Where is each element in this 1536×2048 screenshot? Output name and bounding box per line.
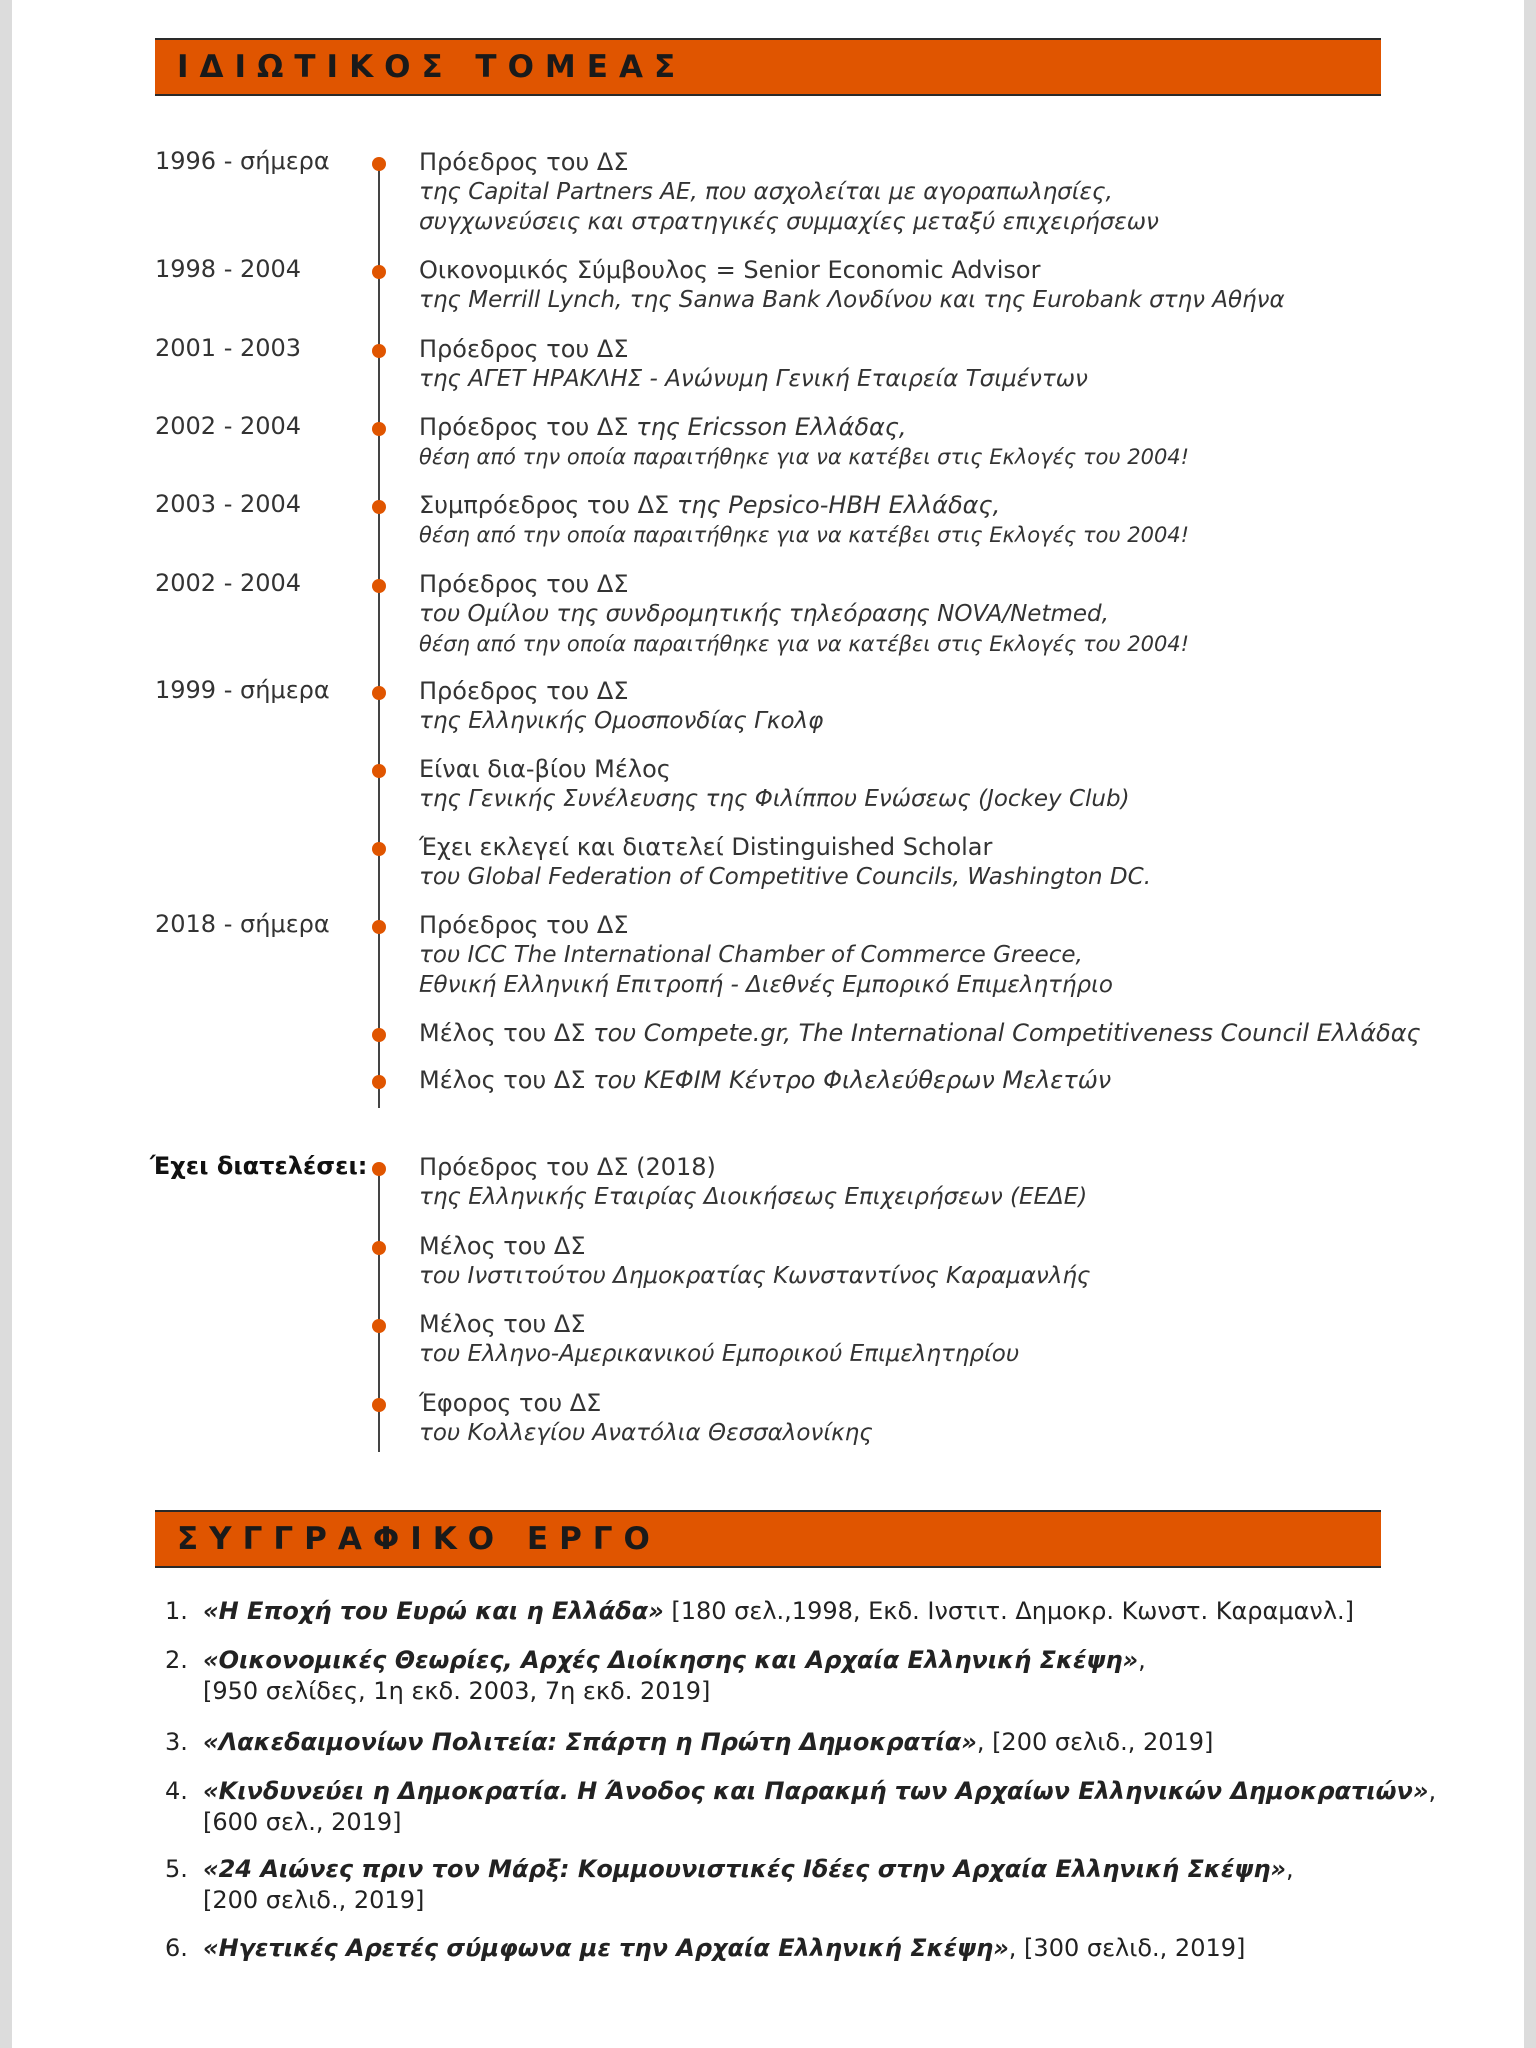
entry-title bbox=[419, 334, 1419, 364]
entry-detail: της Ελληνικής Εταιρίας Διοικήσεως Επιχειρήσεων (ΕΕΔΕ) bbox=[419, 1184, 1088, 1210]
entry-text bbox=[419, 1152, 1419, 1212]
entry-text bbox=[419, 1231, 1419, 1291]
entry-detail: της Capital Partners ΑΕ, που ασχολείται με αγοραπωλησίες, bbox=[419, 179, 1113, 205]
entry-text bbox=[419, 490, 1419, 550]
work-details-line2: [600 σελ., 2019] bbox=[203, 1808, 402, 1836]
work-title: «Οικονομικές Θεωρίες, Αρχές Διοίκησης και Αρχαία Ελληνική Σκέψη» bbox=[203, 1646, 1139, 1674]
work-details-line2: [950 σελίδες, 1η εκδ. 2003, 7η εκδ. 2019] bbox=[203, 1677, 711, 1705]
entry-title: Πρόεδρος του ΔΣ (2018) bbox=[419, 1153, 716, 1181]
entry-detail: του Ομίλου της συνδρομητικής τηλεόρασης NOVA/Netmed, bbox=[419, 601, 1109, 627]
entry-text bbox=[419, 754, 1419, 814]
entry-title-italic: της Pepsico-HBH Ελλάδας, bbox=[676, 491, 1001, 519]
section-title: ΣΥΓΓΡΑΦΙΚΟ ΕΡΓΟ bbox=[177, 1521, 661, 1557]
bullet-dot bbox=[372, 686, 386, 700]
document-page bbox=[12, 0, 1524, 2048]
entry-detail: Εθνική Ελληνική Επιτροπή - Διεθνές Εμπορικό Επιμελητήριο bbox=[419, 972, 1113, 998]
work-number: 1. bbox=[165, 1597, 188, 1625]
bullet-dot bbox=[372, 920, 386, 934]
bullet-dot bbox=[372, 764, 386, 778]
work-body bbox=[203, 1727, 1213, 1758]
entry-detail: του ICC The International Chamber of Commerce Greece, bbox=[419, 942, 1083, 968]
entry-date: 2018 - σήμερα bbox=[155, 910, 330, 938]
work-body bbox=[203, 1776, 1436, 1838]
entry-text bbox=[419, 255, 1419, 315]
entry-text bbox=[419, 334, 1419, 394]
entry-title-main: Πρόεδρος του ΔΣ bbox=[419, 911, 629, 939]
entry-detail: του Ελληνο-Αμερικανικού Εμπορικού Επιμελητηρίου bbox=[419, 1341, 1020, 1367]
entry-title bbox=[419, 676, 1419, 706]
entry-detail: του Global Federation of Competitive Councils, Washington DC. bbox=[419, 864, 1152, 890]
entry-title-main: Πρόεδρος του ΔΣ bbox=[419, 413, 637, 441]
bullet-dot bbox=[372, 422, 386, 436]
entry-date: 1998 - 2004 bbox=[155, 255, 302, 283]
entry-title-main: Μέλος του ΔΣ bbox=[419, 1066, 594, 1094]
entry-title-main: Έχει εκλεγεί και διατελεί Distinguished Scholar bbox=[419, 833, 993, 861]
entry-title bbox=[419, 754, 1419, 784]
entry-text bbox=[419, 1388, 1419, 1448]
entry-title-italic: του Compete.gr, The International Competitiveness Council Ελλάδας bbox=[593, 1019, 1421, 1047]
bullet-dot bbox=[372, 1162, 386, 1176]
timeline-line bbox=[378, 160, 380, 1108]
entry-note: θέση από την οποία παραιτήθηκε για να κατέβει στις Εκλογές του 2004! bbox=[419, 632, 1190, 656]
entry-date: 2002 - 2004 bbox=[155, 412, 302, 440]
entry-detail: της Γενικής Συνέλευσης της Φιλίππου Ενώσεως (Jockey Club) bbox=[419, 786, 1130, 812]
entry-detail: του Κολλεγίου Ανατόλια Θεσσαλονίκης bbox=[419, 1420, 873, 1446]
entry-title-italic: του ΚΕΦΙΜ Κέντρο Φιλελεύθερων Μελετών bbox=[593, 1066, 1112, 1094]
entry-title bbox=[419, 569, 1419, 599]
entry-title-main: Πρόεδρος του ΔΣ bbox=[419, 335, 629, 363]
entry-text bbox=[419, 569, 1419, 659]
entry-title bbox=[419, 1065, 1419, 1095]
bullet-dot bbox=[372, 1075, 386, 1089]
entry-title bbox=[419, 490, 1419, 520]
entry-detail: της ΑΓΕΤ ΗΡΑΚΛΗΣ - Ανώνυμη Γενική Εταιρεία Τσιμέντων bbox=[419, 366, 1088, 392]
entry-title: Μέλος του ΔΣ bbox=[419, 1232, 586, 1260]
work-number: 2. bbox=[165, 1646, 188, 1674]
past-label: Έχει διατελέσει: bbox=[150, 1152, 368, 1180]
work-number: 5. bbox=[165, 1855, 188, 1883]
entry-text bbox=[419, 412, 1419, 472]
bullet-dot bbox=[372, 344, 386, 358]
entry-title bbox=[419, 147, 1419, 177]
bullet-dot bbox=[372, 265, 386, 279]
entry-note: θέση από την οποία παραιτήθηκε για να κατέβει στις Εκλογές του 2004! bbox=[419, 523, 1190, 547]
work-body bbox=[203, 1645, 1146, 1707]
work-details: , [300 σελιδ., 2019] bbox=[1008, 1934, 1246, 1962]
entry-title bbox=[419, 255, 1419, 285]
work-number: 6. bbox=[165, 1934, 188, 1962]
entry-text bbox=[419, 676, 1419, 736]
bullet-dot bbox=[372, 579, 386, 593]
work-title: «Λακεδαιμονίων Πολιτεία: Σπάρτη η Πρώτη Δημοκρατία» bbox=[203, 1728, 977, 1756]
entry-title-main: Συμπρόεδρος του ΔΣ bbox=[419, 491, 677, 519]
work-title: «Κινδυνεύει η Δημοκρατία. Η Άνοδος και Παρακμή των Αρχαίων Ελληνικών Δημοκρατιών» bbox=[203, 1777, 1429, 1805]
work-body bbox=[203, 1854, 1294, 1916]
bullet-dot bbox=[372, 500, 386, 514]
entry-detail: του Ινστιτούτου Δημοκρατίας Κωνσταντίνος Καραμανλής bbox=[419, 1263, 1091, 1289]
entry-detail: της Merrill Lynch, της Sanwa Bank Λονδίνου και της Eurobank στην Αθήνα bbox=[419, 287, 1285, 313]
entry-date: 2003 - 2004 bbox=[155, 490, 302, 518]
work-number: 4. bbox=[165, 1777, 188, 1805]
entry-text bbox=[419, 1309, 1419, 1369]
entry-title-main: Είναι δια-βίου Μέλος bbox=[419, 755, 671, 783]
work-details-line2: [200 σελιδ., 2019] bbox=[203, 1886, 425, 1914]
work-details: [180 σελ.,1998, Εκδ. Ινστιτ. Δημοκρ. Κωνστ. Καραμανλ.] bbox=[663, 1597, 1355, 1625]
section-title: ΙΔΙΩΤΙΚΟΣ ΤΟΜΕΑΣ bbox=[177, 49, 687, 85]
work-title: «Ηγετικές Αρετές σύμφωνα με την Αρχαία Ελληνική Σκέψη» bbox=[203, 1934, 1009, 1962]
bullet-dot bbox=[372, 1398, 386, 1412]
work-number: 3. bbox=[165, 1728, 188, 1756]
entry-title bbox=[419, 910, 1419, 940]
entry-date: 2001 - 2003 bbox=[155, 334, 302, 362]
bullet-dot bbox=[372, 1028, 386, 1042]
entry-text bbox=[419, 832, 1419, 892]
entry-note: θέση από την οποία παραιτήθηκε για να κατέβει στις Εκλογές του 2004! bbox=[419, 445, 1190, 469]
entry-title-main: Οικονομικός Σύμβουλος = Senior Economic Advisor bbox=[419, 256, 1041, 284]
section-header-private-sector bbox=[155, 38, 1381, 96]
entry-date: 1999 - σήμερα bbox=[155, 676, 330, 704]
entry-title-main: Μέλος του ΔΣ bbox=[419, 1019, 594, 1047]
entry-text bbox=[419, 1018, 1419, 1048]
entry-text bbox=[419, 147, 1419, 237]
entry-title-main: Πρόεδρος του ΔΣ bbox=[419, 677, 629, 705]
entry-date: 1996 - σήμερα bbox=[155, 147, 330, 175]
entry-detail: συγχωνεύσεις και στρατηγικές συμμαχίες μεταξύ επιχειρήσεων bbox=[419, 209, 1159, 235]
work-body bbox=[203, 1933, 1245, 1964]
entry-text bbox=[419, 910, 1419, 1000]
entry-title-main: Πρόεδρος του ΔΣ bbox=[419, 570, 629, 598]
work-details: , bbox=[1138, 1646, 1146, 1674]
work-body bbox=[203, 1596, 1354, 1627]
entry-title-italic: της Ericsson Ελλάδας, bbox=[636, 413, 907, 441]
bullet-dot bbox=[372, 1241, 386, 1255]
section-header-writing bbox=[155, 1510, 1381, 1568]
entry-text bbox=[419, 1065, 1419, 1095]
work-title: «24 Αιώνες πριν τον Μάρξ: Κομμουνιστικές Ιδέες στην Αρχαία Ελληνική Σκέψη» bbox=[203, 1855, 1287, 1883]
work-title: «Η Εποχή του Ευρώ και η Ελλάδα» bbox=[203, 1597, 664, 1625]
work-details: , bbox=[1286, 1855, 1294, 1883]
entry-title-main: Πρόεδρος του ΔΣ bbox=[419, 148, 629, 176]
entry-title: Μέλος του ΔΣ bbox=[419, 1310, 586, 1338]
entry-title: Έφορος του ΔΣ bbox=[419, 1389, 602, 1417]
work-details: , bbox=[1428, 1777, 1437, 1805]
entry-title bbox=[419, 1018, 1419, 1048]
entry-title bbox=[419, 832, 1419, 862]
entry-date: 2002 - 2004 bbox=[155, 569, 302, 597]
bullet-dot bbox=[372, 157, 386, 171]
bullet-dot bbox=[372, 842, 386, 856]
work-details: , [200 σελιδ., 2019] bbox=[976, 1728, 1214, 1756]
entry-detail: της Ελληνικής Ομοσπονδίας Γκολφ bbox=[419, 708, 824, 734]
bullet-dot bbox=[372, 1319, 386, 1333]
entry-title bbox=[419, 412, 1419, 442]
